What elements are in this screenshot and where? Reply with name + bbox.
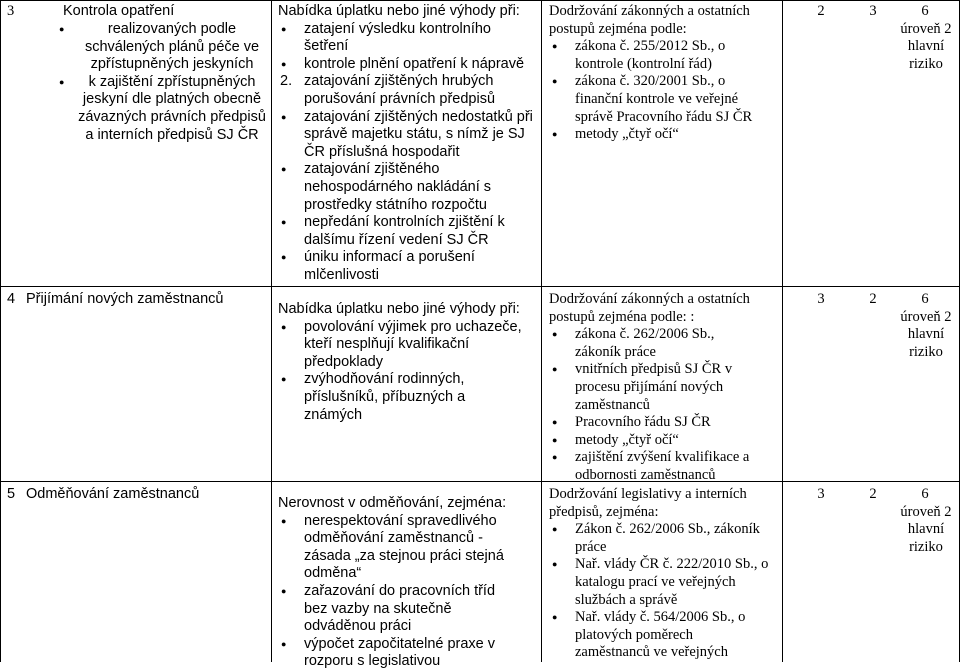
list-item (549, 609, 779, 662)
list-item (278, 583, 538, 636)
measure-item: metody „čtyř očí“ (575, 431, 679, 448)
row-number: 3 (7, 3, 15, 19)
table-rule (782, 0, 783, 662)
score-value: 6 (921, 291, 929, 307)
measure-intro: Dodržování legislativy a interních předpisů, zejména: (549, 486, 747, 520)
risk-intro: Nabídka úplatku nebo jiné výhody při: (278, 301, 520, 317)
measure-item: Zákon č. 262/2006 Sb., zákoník práce (575, 521, 760, 555)
table-rule (0, 0, 1, 662)
risk-item: zatajování zjištěného nehospodárného nakládání s prostředky státního rozpočtu (304, 161, 492, 213)
score-value: 6 (921, 3, 929, 19)
risk-list (278, 301, 538, 424)
risk-level: úroveň 2 hlavní riziko (900, 308, 952, 360)
list-item (549, 449, 779, 484)
bullet-icon: ● (281, 374, 287, 385)
list-item (549, 38, 779, 73)
bullet-icon: ● (281, 638, 287, 649)
risk-intro: Nerovnost v odměňování, zejména: (278, 495, 507, 511)
risk-score (790, 3, 956, 73)
risk-item: nepředání kontrolních zjištění k dalšímu řízení vedení SJ ČR (304, 214, 505, 248)
area-title: Kontrola opatření (63, 3, 175, 19)
score-value: 6 (921, 486, 929, 502)
impact-value: 3 (869, 3, 877, 19)
area-item: k zajištění zpřístupněných jeskyní dle platných obecně závazných právních předpisů a interních předpisů SJ ČR (78, 73, 266, 143)
impact-value: 2 (869, 291, 877, 307)
bullet-icon: ● (281, 252, 287, 263)
measure-item: metody „čtyř očí“ (575, 126, 679, 143)
risk-level: úroveň 2 hlavní riziko (900, 20, 952, 72)
bullet-icon: ● (552, 129, 558, 140)
measure-item: zajištění zvýšení kvalifikace a odbornosti zaměstnanců (575, 449, 750, 483)
risk-item: nerespektování spravedlivého odměňování zaměstnanců - zásada „za stejnou práci stejná odměna“ (304, 512, 504, 582)
bullet-icon: ● (552, 452, 558, 463)
measure-intro: Dodržování zákonných a ostatních postupů zejména podle: : (549, 291, 750, 325)
table-rule (0, 286, 960, 287)
list-item (549, 521, 779, 556)
area-list (59, 21, 268, 144)
risk-item: zatajování zjištěných nedostatků při správě majetku státu, s nímž je SJ ČR příslušná hospodařit (304, 108, 533, 160)
risk-list (278, 3, 538, 285)
measure-list (549, 3, 779, 144)
list-item (59, 21, 268, 74)
bullet-icon: ● (552, 76, 558, 87)
row-number: 5 (7, 486, 16, 502)
bullet-icon: ● (552, 612, 558, 623)
table-rule (0, 481, 960, 482)
area-title: Odměňování zaměstnanců (26, 486, 200, 502)
bullet-icon: ● (281, 58, 287, 69)
bullet-icon: ● (59, 76, 65, 87)
list-item (278, 319, 538, 372)
risk-item: výpočet započitatelné praxe v rozporu s legislativou (304, 635, 496, 670)
list-item (549, 361, 779, 414)
risk-item: zatajení výsledku kontrolního šetření (304, 20, 491, 55)
list-item (549, 126, 779, 144)
bullet-icon: ● (552, 434, 558, 445)
probability-value: 3 (817, 291, 825, 307)
list-item (549, 326, 779, 361)
risk-item: kontrole plnění opatření k nápravě (304, 55, 525, 72)
bullet-icon: ● (552, 329, 558, 340)
bullet-icon: ● (281, 217, 287, 228)
list-item (278, 21, 538, 56)
list-item (278, 214, 538, 249)
bullet-icon: ● (552, 559, 558, 570)
list-item (59, 73, 268, 144)
risk-item: úniku informací a porušení mlčenlivosti (304, 249, 475, 283)
measure-item: Pracovního řádu SJ ČR (575, 414, 711, 431)
probability-value: 3 (817, 486, 825, 502)
table-rule (0, 0, 960, 1)
measure-item: Nař. vlády č. 564/2006 Sb., o platových poměrech zaměstnanců ve veřejných (575, 609, 746, 661)
risk-item: zatajování zjištěných hrubých porušování právních předpisů (304, 73, 496, 107)
risk-intro: Nabídka úplatku nebo jiné výhody při: (278, 3, 520, 19)
risk-item: zvýhodňování rodinných, příslušníků, příbuzných a známých (304, 371, 466, 423)
risk-level: úroveň 2 hlavní riziko (900, 503, 952, 555)
bullet-icon: ● (281, 23, 287, 34)
measure-item: vnitřních předpisů SJ ČR v procesu přijímání nových zaměstnanců (575, 361, 733, 413)
measure-item: zákona č. 262/2006 Sb., zákoník práce (575, 326, 715, 360)
bullet-icon: ● (281, 321, 287, 332)
list-item (549, 432, 779, 450)
measure-item: Nař. vlády ČR č. 222/2010 Sb., o katalogu prací ve veřejných službách a správě (575, 556, 769, 608)
list-item (278, 636, 538, 671)
bullet-icon: ● (281, 585, 287, 596)
list-item (278, 249, 538, 284)
table-rule (541, 0, 542, 662)
measure-intro: Dodržování zákonných a ostatních postupů zejména podle: (549, 3, 750, 37)
measure-item: zákona č. 320/2001 Sb., o finanční kontrole ve veřejné správě Pracovního řádu SJ ČR (575, 73, 753, 125)
table-rule (271, 0, 272, 662)
bullet-icon: ● (552, 417, 558, 428)
measure-item: zákona č. 255/2012 Sb., o kontrole (kontrolní řád) (575, 38, 726, 72)
risk-score (790, 486, 956, 556)
list-item (549, 414, 779, 432)
area-title: Přijímání nových zaměstnanců (26, 291, 224, 307)
risk-item: povolování výjimek pro uchazeče, kteří nesplňují kvalifikační předpoklady (304, 318, 522, 370)
measure-list (549, 291, 779, 485)
list-item (549, 556, 779, 609)
probability-value: 2 (817, 3, 825, 19)
list-item: 2. zatajování zjištěných hrubých porušování právních předpisů (278, 73, 538, 108)
list-item (278, 161, 538, 214)
row-number: 4 (7, 291, 16, 307)
bullet-icon: ● (59, 24, 65, 34)
bullet-icon: ● (552, 524, 558, 535)
risk-score (790, 291, 956, 361)
risk-item: zařazování do pracovních tříd bez vazby na skutečně odváděnou práci (304, 582, 496, 635)
list-item (278, 371, 538, 424)
bullet-icon: ● (281, 515, 287, 526)
area-item: realizovaných podle schválených plánů péče ve zpřístupněných jeskyních (84, 21, 260, 73)
risk-list (278, 495, 538, 671)
list-item (549, 73, 779, 126)
bullet-icon: ● (552, 41, 558, 52)
bullet-icon: ● (281, 164, 287, 175)
list-item (278, 109, 538, 162)
measure-list (549, 486, 779, 662)
impact-value: 2 (869, 486, 877, 502)
bullet-icon: ● (281, 111, 287, 122)
list-item (278, 513, 538, 583)
bullet-icon: ● (552, 364, 558, 375)
list-item (278, 56, 538, 74)
